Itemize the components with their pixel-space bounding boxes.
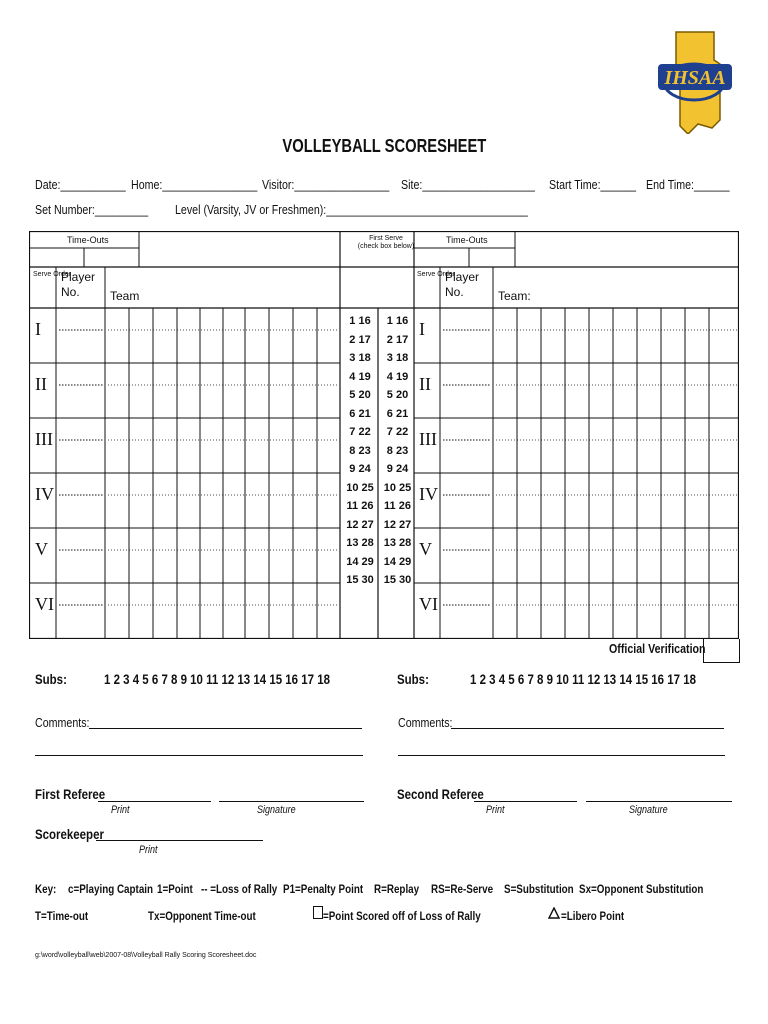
rotation-left-6: VI bbox=[35, 594, 54, 614]
key-replay: R=Replay bbox=[374, 882, 420, 896]
score-mark[interactable]: 1 16 bbox=[386, 315, 409, 327]
score-mark[interactable]: 1 16 bbox=[349, 315, 371, 327]
subs-numbers-right[interactable]: 1 2 3 4 5 6 7 8 9 10 11 12 13 14 15 16 17 18 bbox=[470, 671, 696, 687]
ihsaa-logo bbox=[654, 30, 736, 134]
player-no-right: Player No. bbox=[445, 270, 480, 299]
key-time-out: T=Time-out bbox=[35, 909, 89, 923]
running-score-left bbox=[342, 312, 378, 590]
score-mark[interactable]: 9 24 bbox=[386, 463, 409, 475]
score-mark[interactable]: 3 18 bbox=[349, 352, 371, 364]
timeouts-left-label: Time-Outs bbox=[67, 235, 109, 245]
score-mark[interactable]: 14 29 bbox=[346, 555, 374, 568]
rotation-left-4: IV bbox=[35, 484, 54, 504]
score-mark[interactable]: 12 27 bbox=[346, 518, 374, 531]
score-mark[interactable]: 10 25 bbox=[346, 481, 374, 494]
key-penalty-point: P1=Penalty Point bbox=[283, 882, 364, 896]
official-verification-label: Official Verification bbox=[609, 641, 706, 656]
team-right-label: Team: bbox=[498, 289, 531, 303]
home-field[interactable]: Home:________________ bbox=[131, 177, 258, 192]
site-field[interactable]: Site:___________________ bbox=[401, 177, 535, 192]
rotation-right-2: II bbox=[419, 374, 431, 394]
logo-text: IHSAA bbox=[664, 67, 726, 89]
timeouts-right-label: Time-Outs bbox=[446, 235, 488, 245]
key-label: Key: bbox=[35, 882, 57, 896]
key-libero-point: =Libero Point bbox=[561, 909, 625, 923]
key-opponent-substitution: Sx=Opponent Substitution bbox=[579, 882, 704, 896]
score-mark[interactable]: 8 23 bbox=[349, 444, 371, 457]
scorekeeper-print-caption: Print bbox=[139, 844, 158, 856]
key-substitution: S=Substitution bbox=[504, 882, 574, 896]
score-mark[interactable]: 15 30 bbox=[346, 574, 374, 586]
delta-icon bbox=[548, 907, 560, 919]
rotation-left-2: II bbox=[35, 374, 47, 394]
key-point: 1=Point bbox=[157, 882, 193, 896]
first-referee-print-caption: Print bbox=[111, 804, 130, 816]
score-mark[interactable]: 4 19 bbox=[349, 370, 371, 383]
rotation-right-5: V bbox=[419, 539, 432, 559]
score-mark[interactable]: 4 19 bbox=[386, 370, 409, 383]
end-time-field[interactable]: End Time:______ bbox=[646, 177, 730, 192]
key-loss-rally-point: =Point Scored off of Loss of Rally bbox=[323, 909, 481, 923]
score-mark[interactable]: 7 22 bbox=[386, 426, 409, 438]
score-mark[interactable]: 13 28 bbox=[346, 537, 374, 549]
file-path-footer: g:\word\volleyball\web\2007-08\Volleyball Rally Scoring Scoresheet.doc bbox=[35, 952, 257, 959]
comments-line-left-2[interactable] bbox=[35, 755, 363, 756]
scorekeeper-line[interactable] bbox=[96, 840, 263, 841]
key-captain: c=Playing Captain bbox=[68, 882, 154, 896]
score-mark[interactable]: 6 21 bbox=[386, 407, 409, 420]
score-mark[interactable]: 5 20 bbox=[349, 389, 371, 401]
score-mark[interactable]: 7 22 bbox=[349, 426, 371, 438]
second-referee-print-caption: Print bbox=[486, 804, 505, 816]
comments-label-left: Comments: bbox=[35, 715, 90, 730]
score-mark[interactable]: 14 29 bbox=[383, 555, 412, 568]
key-opponent-time-out: Tx=Opponent Time-out bbox=[148, 909, 256, 923]
second-referee-label: Second Referee bbox=[397, 786, 484, 802]
subs-label-right: Subs: bbox=[397, 671, 429, 687]
visitor-field[interactable]: Visitor:________________ bbox=[262, 177, 390, 192]
running-score-right bbox=[380, 312, 415, 590]
subs-numbers-left[interactable]: 1 2 3 4 5 6 7 8 9 10 11 12 13 14 15 16 17 18 bbox=[104, 671, 330, 687]
start-time-field[interactable]: Start Time:______ bbox=[549, 177, 637, 192]
score-mark[interactable]: 9 24 bbox=[349, 463, 371, 475]
score-mark[interactable]: 10 25 bbox=[383, 481, 412, 494]
first-referee-signature-caption: Signature bbox=[257, 804, 296, 816]
score-mark[interactable]: 11 26 bbox=[384, 500, 411, 512]
serve-order-right: Serve Order bbox=[417, 271, 456, 278]
key-loss-of-rally: -- =Loss of Rally bbox=[201, 882, 278, 896]
comments-line-left-1[interactable] bbox=[89, 728, 362, 729]
first-serve-label: First Serve (check box below) bbox=[357, 235, 415, 250]
rotation-left-5: V bbox=[35, 539, 48, 559]
rotation-right-1: I bbox=[419, 319, 425, 339]
rotation-right-4: IV bbox=[419, 484, 438, 504]
date-field[interactable]: Date:___________ bbox=[35, 177, 126, 192]
score-mark[interactable]: 12 27 bbox=[383, 518, 412, 531]
team-left-label: Team bbox=[110, 289, 140, 303]
key-re-serve: RS=Re-Serve bbox=[431, 882, 494, 896]
second-referee-print-line[interactable] bbox=[474, 801, 577, 802]
first-referee-print-line[interactable] bbox=[98, 801, 211, 802]
score-grid bbox=[29, 231, 739, 639]
score-mark[interactable]: 5 20 bbox=[386, 389, 409, 401]
first-referee-label: First Referee bbox=[35, 786, 106, 802]
page-title: VOLLEYBALL SCORESHEET bbox=[282, 136, 486, 156]
player-no-left: Player No. bbox=[61, 270, 96, 299]
second-referee-signature-line[interactable] bbox=[586, 801, 732, 802]
rotation-right-6: VI bbox=[419, 594, 438, 614]
score-mark[interactable]: 8 23 bbox=[386, 444, 409, 457]
comments-label-right: Comments: bbox=[398, 715, 453, 730]
rotation-left-3: III bbox=[35, 429, 53, 449]
official-verification-box[interactable] bbox=[703, 639, 740, 663]
score-mark[interactable]: 6 21 bbox=[349, 407, 371, 420]
rotation-left-1: I bbox=[35, 319, 41, 339]
second-referee-signature-caption: Signature bbox=[629, 804, 668, 816]
first-referee-signature-line[interactable] bbox=[219, 801, 364, 802]
score-mark[interactable]: 11 26 bbox=[346, 500, 374, 512]
subs-label-left: Subs: bbox=[35, 671, 67, 687]
score-mark[interactable]: 15 30 bbox=[383, 574, 412, 586]
rotation-right-3: III bbox=[419, 429, 437, 449]
score-mark[interactable]: 2 17 bbox=[349, 333, 371, 346]
level-field[interactable]: Level (Varsity, JV or Freshmen):__________________________________ bbox=[175, 202, 528, 217]
comments-line-right-2[interactable] bbox=[398, 755, 725, 756]
score-mark[interactable]: 3 18 bbox=[386, 352, 409, 364]
set-number-field[interactable]: Set Number:_________ bbox=[35, 202, 149, 217]
score-mark[interactable]: 2 17 bbox=[386, 333, 409, 346]
score-mark[interactable]: 13 28 bbox=[383, 537, 412, 549]
square-icon bbox=[313, 906, 323, 919]
serve-order-left: Serve Order bbox=[33, 271, 72, 278]
scorekeeper-label: Scorekeeper bbox=[35, 826, 104, 842]
comments-line-right-1[interactable] bbox=[451, 728, 724, 729]
